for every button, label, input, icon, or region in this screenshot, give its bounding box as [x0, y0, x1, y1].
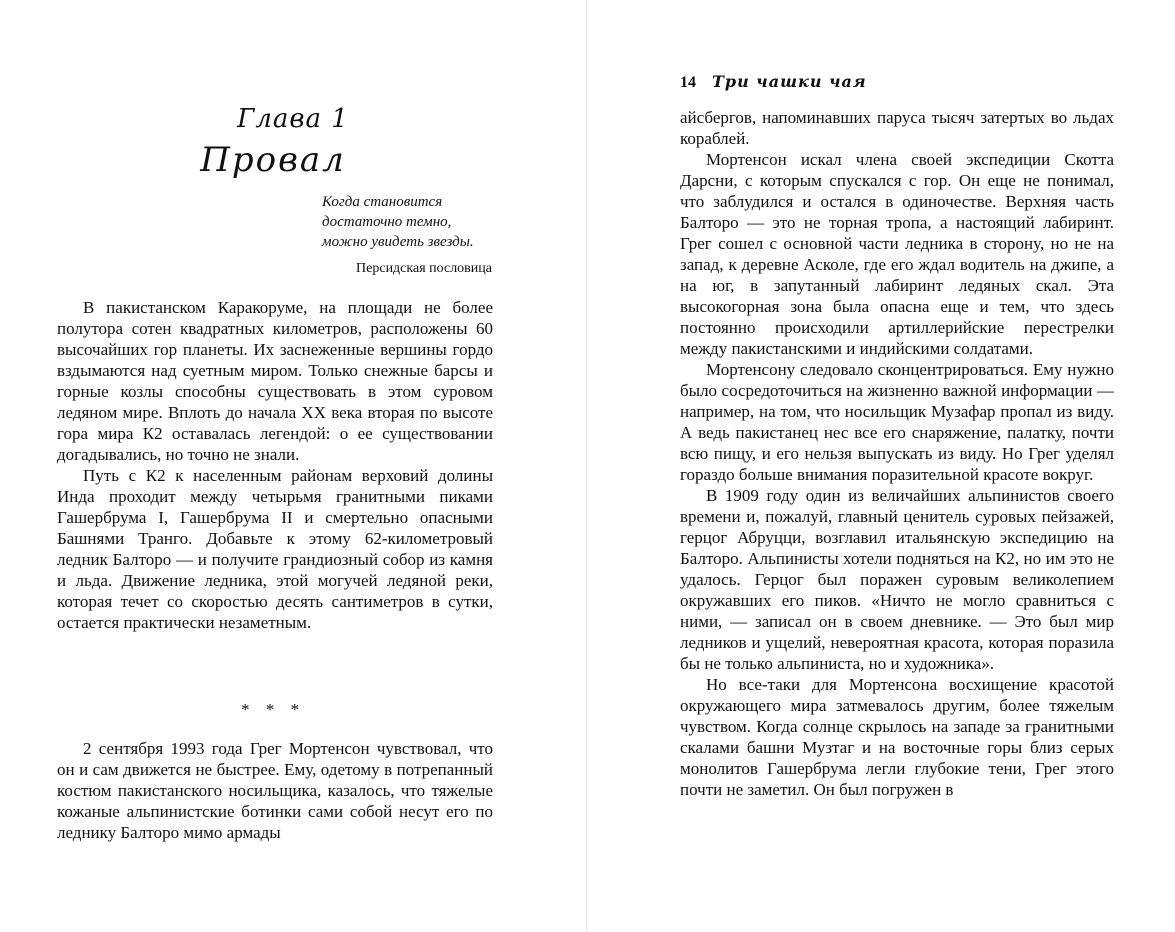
- paragraph: 2 сентября 1993 года Грег Мортенсон чувствовал, что он и сам движется не быстрее. Ему, одетому в потрепанный костюм пакистанского носильщика, казалось, что тяжелые кожаные альпинистские ботинки сами собой несут его по леднику Балторо мимо армады: [57, 739, 493, 842]
- running-head: [680, 72, 1120, 92]
- paragraph: Мортенсону следовало сконцентрироваться. Ему нужно было сосредоточиться на жизненно важной информации — например, на том, что носильщик Музафар пропал из виду. А ведь пакистанец нес все его снаряжение, палатку, почти всю пищу, и его нельзя выпускать из виду. Но Грег уделял гораздо больше внимания поразительной красоте вокруг.: [680, 360, 1114, 484]
- chapter-body-opening: [57, 297, 493, 633]
- epigraph-line: можно увидеть звезды.: [322, 234, 474, 250]
- paragraph: Мортенсон искал члена своей экспедиции Скотта Дарсни, с которым спускался с гор. Он еще не понимал, что заблудился и остался в одиночестве. Верхняя часть Балторо — это не торная тропа, а настоящий лабиринт. Грег сошел с основной части ледника в сторону, но не на запад, к деревне Асколе, где его ждал водитель на джипе, а на юг, в запутанный лабиринт ледяных скал. Эта высокогорная зона была опасна еще и тем, что здесь постоянно происходили артиллерийские перестрелки между пакистанскими и индийскими солдатами.: [680, 150, 1114, 358]
- section-separator: * * *: [241, 700, 305, 719]
- paragraph-continuation: айсбергов, напоминавших паруса тысяч затертых во льдах кораблей.: [680, 108, 1114, 148]
- chapter-label: Глава 1: [237, 104, 349, 134]
- chapter-body-section: [57, 738, 493, 843]
- page-body: [680, 107, 1114, 800]
- paragraph: В 1909 году один из величайших альпинистов своего времени и, пожалуй, главный ценитель суровых пейзажей, герцог Абруцци, возглавил итальянскую экспедицию на Балторо. Альпинисты хотели подняться на К2, но им это не удалось. Герцог был поражен суровым великолепием окружавших его пиков. «Ничто не могло сравниться с ними, — записал он в своем дневнике. — Это был мир ледников и ущелий, невероятная красота, которая поразила бы не только альпиниста, но и художника».: [680, 486, 1114, 673]
- paragraph: В пакистанском Каракоруме, на площади не более полутора сотен квадратных километров, расположены 60 высочайших гор планеты. Их заснеженные вершины гордо вздымаются над суетным миром. Только снежные барсы и горные козлы способны существовать в этом суровом ледяном мире. Вплоть до начала XX века вторая по высоте гора мира К2 оставалась легендой: о ее существовании догадывались, но точно не знали.: [57, 298, 493, 464]
- epigraph-source: Персидская пословица: [356, 261, 492, 276]
- right-page: [587, 0, 1175, 932]
- page-number: 14: [680, 74, 696, 91]
- chapter-title: Провал: [200, 140, 346, 180]
- paragraph: Но все-таки для Мортенсона восхищение красотой окружающего мира затмевалось другим, более тяжелым чувством. Когда солнце скрылось на западе за гранитными скалами башни Музтаг и на восточные горы близ серых монолитов Гашербрума легли глубокие тени, Грег этого почти не заметил. Он был погружен в: [680, 675, 1114, 799]
- paragraph: Путь с К2 к населенным районам верховий долины Инда проходит между четырьмя гранитными пиками Гашербрума I, Гашербрума II и смертельно опасными Башнями Транго. Добавьте к этому 62-километровый ледник Балторо — и получите грандиозный собор из камня и льда. Движение ледника, этой могучей ледяной реки, которая течет со скоростью десять сантиметров в сутки, остается практически незаметным.: [57, 466, 493, 632]
- epigraph-line: Когда становится: [322, 194, 443, 210]
- epigraph: [322, 192, 492, 252]
- running-title: Три чашки чая: [712, 72, 867, 91]
- epigraph-line: достаточно темно,: [322, 214, 452, 230]
- left-page: [0, 0, 586, 932]
